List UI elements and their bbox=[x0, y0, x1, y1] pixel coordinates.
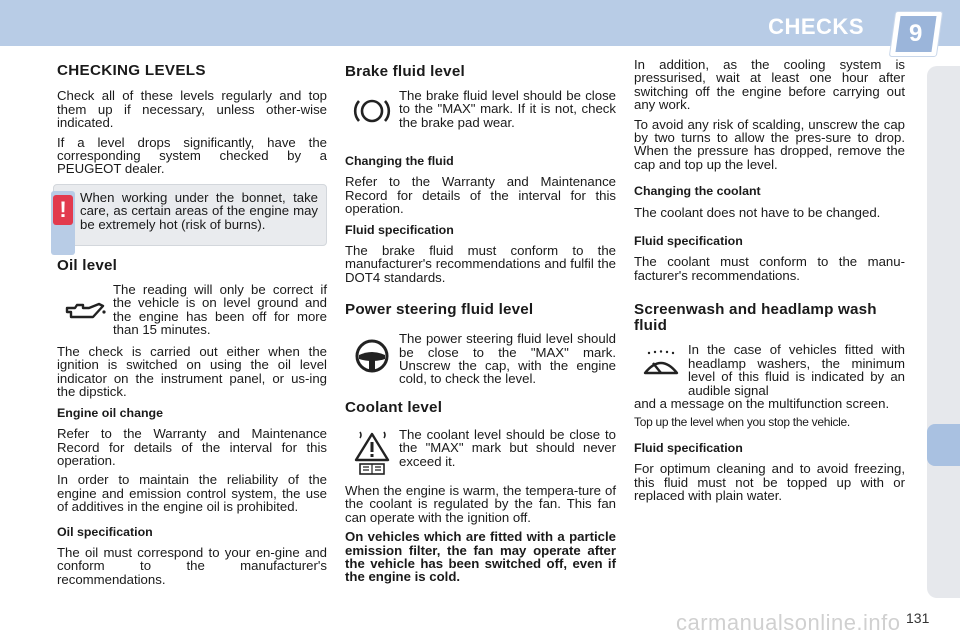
section-title-checking-levels: CHECKING LEVELS bbox=[57, 62, 206, 79]
oil-change-paragraph-1: Refer to the Warranty and Maintenance Record for details of the interval for this operation. bbox=[57, 426, 327, 468]
screenwash-paragraph-2: Top up the level when you stop the vehicle. bbox=[634, 415, 850, 430]
oil-level-note-text: The reading will only be correct if the vehicle is on level ground and the engine has been off for more than 15 minutes. bbox=[113, 282, 327, 338]
subsection-brake-fluid-spec: Fluid specification bbox=[345, 222, 454, 237]
subsection-changing-the-coolant: Changing the coolant bbox=[634, 184, 761, 199]
screenwash-spec-paragraph: For optimum cleaning and to avoid freezing, this fluid must not be topped up with or replaced with plain water. bbox=[634, 461, 905, 503]
chapter-number: 9 bbox=[909, 20, 923, 47]
hot-coolant-warning-icon bbox=[345, 428, 399, 478]
column-2 bbox=[345, 58, 616, 590]
oil-level-note bbox=[57, 283, 327, 339]
subsection-screenwash-fluid-spec: Fluid specification bbox=[634, 440, 743, 455]
brake-spec-paragraph: The brake fluid must conform to the manufacturer's recommendations and fulfil the DOT4 standards. bbox=[345, 243, 616, 285]
coolant-paragraph-2: When the engine is warm, the tempera-ture of the coolant is regulated by the fan. This fan can operate with the ignition off. bbox=[345, 482, 616, 525]
brake-fluid-note bbox=[345, 89, 616, 133]
oil-can-icon bbox=[57, 283, 113, 339]
steering-wheel-icon bbox=[345, 332, 399, 380]
cooling-system-paragraph-1: In addition, as the cooling system is pressurised, wait at least one hour after switching off the engine before carrying out any work. bbox=[634, 57, 905, 113]
oil-change-paragraph-2: In order to maintain the reliability of the engine and emission control system, the use of additives in the engine oil is prohibited. bbox=[57, 472, 327, 515]
warning-box bbox=[53, 184, 327, 246]
section-title-coolant-level: Coolant level bbox=[345, 398, 443, 416]
screenwash-paragraph-cont: and a message on the multifunction screen. bbox=[634, 395, 890, 411]
intro-paragraph-1: Check all of these levels regularly and top them up if necessary, unless other-wise indicated. bbox=[57, 88, 327, 131]
section-title-screenwash: Screenwash and headlamp wash fluid bbox=[634, 301, 877, 335]
subsection-engine-oil-change: Engine oil change bbox=[57, 405, 164, 420]
brake-warning-icon bbox=[345, 89, 399, 133]
oil-check-paragraph: The check is carried out either when the ignition is switched on using the oil level indicator on the instrument panel, or us-ing the dipstick. bbox=[57, 344, 327, 400]
chapter-title: CHECKS bbox=[768, 14, 864, 39]
column-3 bbox=[634, 58, 905, 508]
subsection-oil-specification: Oil specification bbox=[57, 524, 153, 539]
exclamation-icon: ! bbox=[53, 195, 73, 225]
coolant-change-paragraph: The coolant does not have to be changed. bbox=[634, 204, 881, 220]
coolant-level-note-text: The coolant level should be close to the "MAX" mark but should never exceed it. bbox=[399, 426, 616, 469]
side-tab-strip bbox=[927, 66, 960, 598]
power-steering-note bbox=[345, 332, 616, 386]
warning-text: When working under the bonnet, take care, as certain areas of the engine may be extremely hot (risk of burns). bbox=[80, 189, 318, 232]
chapter-badge bbox=[890, 12, 942, 56]
brake-fluid-note-text: The brake fluid level should be close to the "MAX" mark. If it is not, check the brake pad wear. bbox=[399, 88, 616, 130]
screenwash-note-text: In the case of vehicles fitted with headlamp washers, the minimum level of this fluid is indicated by an audible signal bbox=[688, 342, 905, 398]
screenwash-icon bbox=[634, 343, 688, 387]
cooling-system-paragraph-2: To avoid any risk of scalding, unscrew the cap by two turns to allow the pres-sure to drop. When the pressure has dropped, remove the cap and top up the level. bbox=[634, 116, 905, 172]
coolant-level-note bbox=[345, 428, 616, 478]
section-title-oil-level: Oil level bbox=[57, 257, 118, 275]
page-number: 131 bbox=[906, 610, 930, 626]
coolant-spec-paragraph: The coolant must conform to the manu-facturer's recommendations. bbox=[634, 254, 905, 283]
brake-change-paragraph: Refer to the Warranty and Maintenance Record for details of the interval for this operation. bbox=[345, 174, 616, 217]
screenwash-note bbox=[634, 343, 905, 397]
coolant-paragraph-3: On vehicles which are fitted with a particle emission filter, the fan may operate after the vehicle has been switched off, even if the engine is cold. bbox=[345, 529, 616, 585]
intro-paragraph-2: If a level drops significantly, have the corresponding system checked by a PEUGEOT dealer. bbox=[57, 134, 327, 177]
section-title-power-steering: Power steering fluid level bbox=[345, 301, 534, 319]
subsection-coolant-fluid-spec: Fluid specification bbox=[634, 234, 743, 249]
power-steering-note-text: The power steering fluid level should be close to the "MAX" mark. Unscrew the cap, with the engine cold, to check the level. bbox=[399, 331, 616, 387]
side-tab-active bbox=[927, 424, 960, 466]
watermark: carmanualsonline.info bbox=[676, 610, 901, 635]
subsection-changing-the-fluid: Changing the fluid bbox=[345, 154, 454, 168]
column-1 bbox=[57, 58, 327, 592]
oil-spec-paragraph: The oil must correspond to your en-gine and conform to the manufacturer's recommendations. bbox=[57, 544, 327, 587]
section-title-brake-fluid: Brake fluid level bbox=[345, 63, 465, 80]
